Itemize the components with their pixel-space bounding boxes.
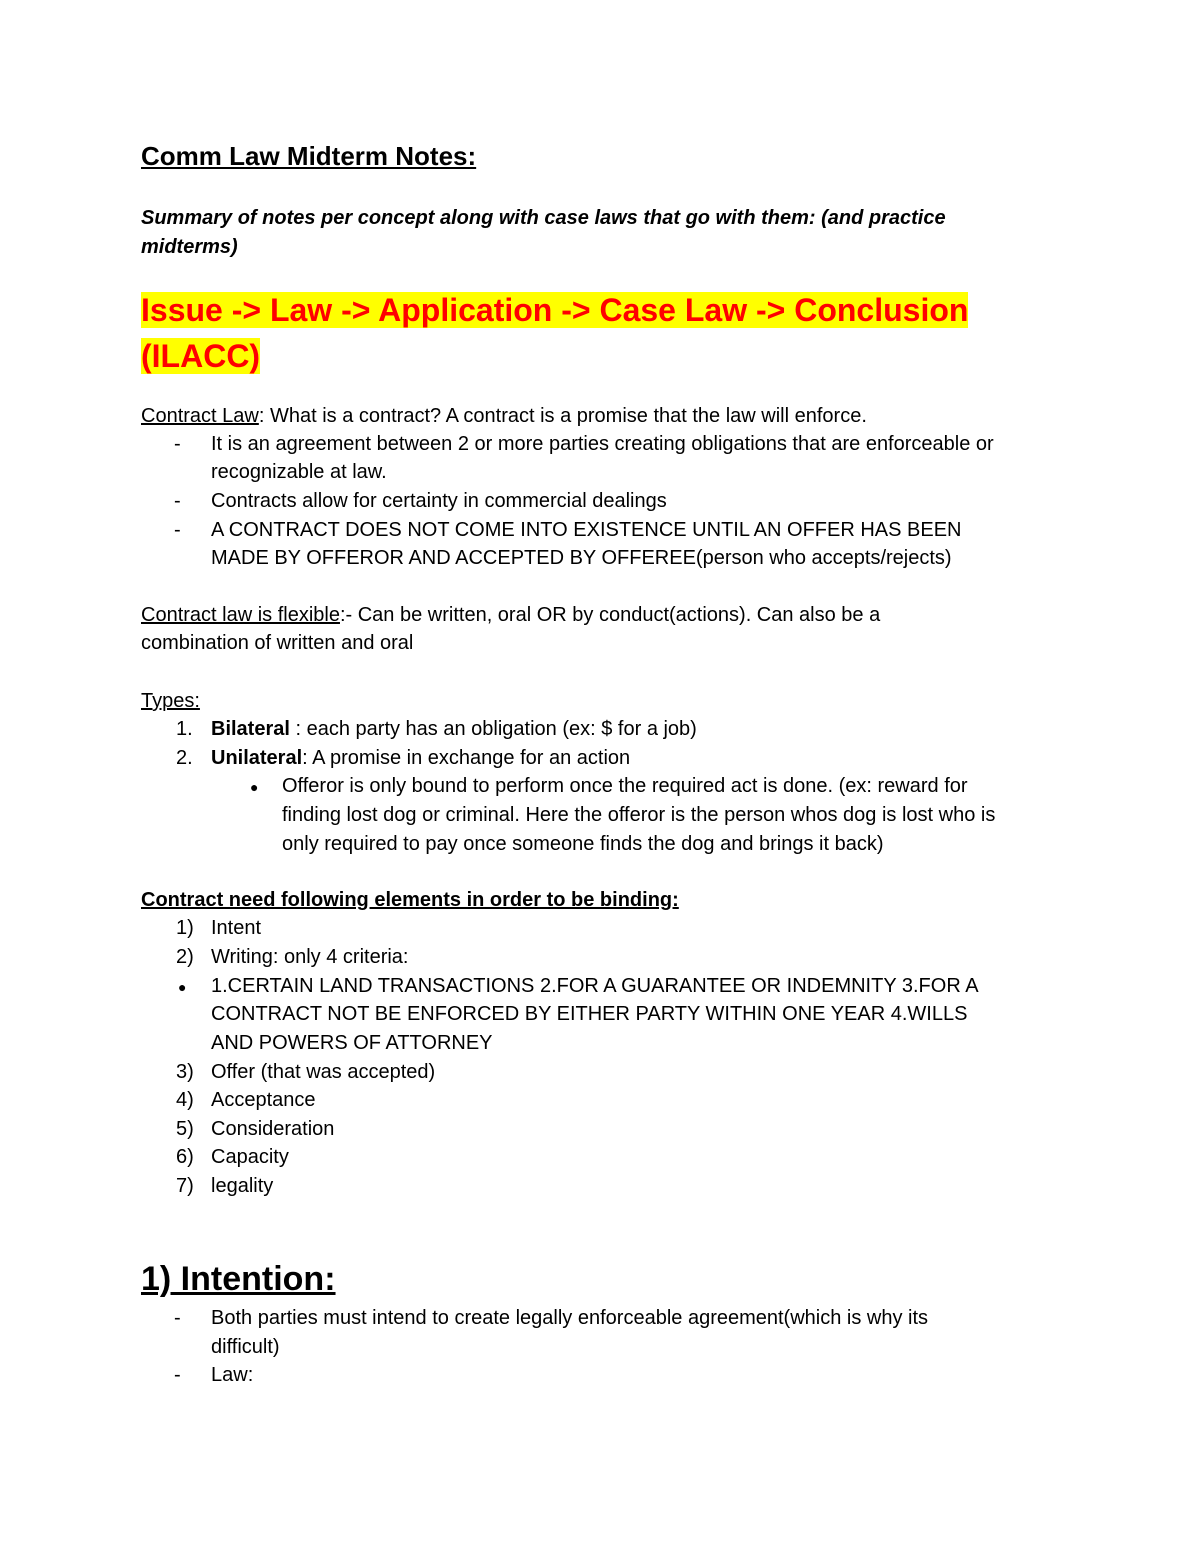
types-item-text: : each party has an obligation (ex: $ for a job) [289, 718, 697, 740]
list-marker: 3) [176, 1061, 194, 1083]
document-subtitle: Summary of notes per concept along with case laws that go with them: (and practice midterms) [141, 207, 946, 258]
types-item [211, 744, 630, 772]
writing-bullet-line: CONTRACT NOT BE ENFORCED BY EITHER PARTY WITHIN ONE YEAR 4.WILLS [211, 1003, 968, 1025]
list-marker: - [174, 1307, 181, 1329]
list-marker: 2) [176, 946, 194, 968]
list-item-line: A CONTRACT DOES NOT COME INTO EXISTENCE UNTIL AN OFFER HAS BEEN [211, 519, 962, 541]
ilacc-highlight-2: (ILACC) [141, 338, 261, 374]
flexible-paragraph [141, 601, 880, 629]
contract-law-text: : What is a contract? A contract is a promise that the law will enforce. [258, 405, 867, 427]
list-item-line: It is an agreement between 2 or more parties creating obligations that are enforceable or [211, 433, 994, 455]
element-item: Offer (that was accepted) [211, 1061, 436, 1083]
element-item: Acceptance [211, 1089, 316, 1111]
document-title: Comm Law Midterm Notes: [141, 141, 477, 171]
list-marker: 1. [176, 718, 193, 740]
element-item: Capacity [211, 1146, 289, 1168]
list-marker: 4) [176, 1089, 194, 1111]
types-item-bold: Bilateral [211, 718, 290, 740]
element-item: Writing: only 4 criteria: [211, 946, 409, 968]
intention-item-line: Law: [211, 1364, 254, 1386]
list-marker: - [174, 1364, 181, 1386]
types-item-text: : A promise in exchange for an action [302, 747, 631, 769]
types-label: Types: [141, 690, 200, 712]
ilacc-highlight-1: Issue -> Law -> Application -> Case Law -> Conclusion [141, 292, 969, 328]
ilacc-heading-line-1 [141, 287, 968, 333]
flexible-text: :- Can be written, oral OR by conduct(actions). Can also be a [339, 604, 881, 626]
list-marker: 7) [176, 1175, 194, 1197]
types-item [211, 715, 697, 743]
contract-law-label: Contract Law [141, 405, 259, 427]
contract-law-paragraph [141, 402, 867, 430]
writing-bullet-line: AND POWERS OF ATTORNEY [211, 1032, 493, 1054]
list-marker: - [174, 519, 181, 541]
ilacc-heading-line-2 [141, 333, 260, 379]
flexible-line-2: combination of written and oral [141, 632, 414, 654]
element-item: Consideration [211, 1118, 335, 1140]
types-item-bold: Unilateral [211, 747, 303, 769]
list-item-line: Contracts allow for certainty in commercial dealings [211, 490, 667, 512]
sub-bullet-line: Offeror is only bound to perform once the required act is done. (ex: reward for [282, 775, 968, 797]
intention-heading: 1) Intention: [141, 1260, 336, 1298]
intention-item-line: difficult) [211, 1336, 280, 1358]
element-item: Intent [211, 917, 262, 939]
list-item-line: recognizable at law. [211, 461, 387, 483]
sub-bullet-line: finding lost dog or criminal. Here the offeror is the person whos dog is lost who is [282, 804, 996, 826]
element-item: legality [211, 1175, 274, 1197]
list-marker: - [174, 490, 181, 512]
elements-heading: Contract need following elements in order to be binding: [141, 889, 679, 911]
list-marker: 2. [176, 747, 193, 769]
intention-item-line: Both parties must intend to create legally enforceable agreement(which is why its [211, 1307, 929, 1329]
list-marker: 5) [176, 1118, 194, 1140]
list-item-line: MADE BY OFFEROR AND ACCEPTED BY OFFEREE(person who accepts/rejects) [211, 547, 952, 569]
list-marker: 6) [176, 1146, 194, 1168]
sub-bullet-line: only required to pay once someone finds the dog and brings it back) [282, 833, 884, 855]
flexible-label: Contract law is flexible [141, 604, 340, 626]
writing-bullet-line: 1.CERTAIN LAND TRANSACTIONS 2.FOR A GUARANTEE OR INDEMNITY 3.FOR A [211, 975, 979, 997]
list-marker: - [174, 433, 181, 455]
bullet-icon: ● [250, 779, 259, 795]
list-marker: 1) [176, 917, 194, 939]
bullet-icon: ● [178, 979, 187, 995]
